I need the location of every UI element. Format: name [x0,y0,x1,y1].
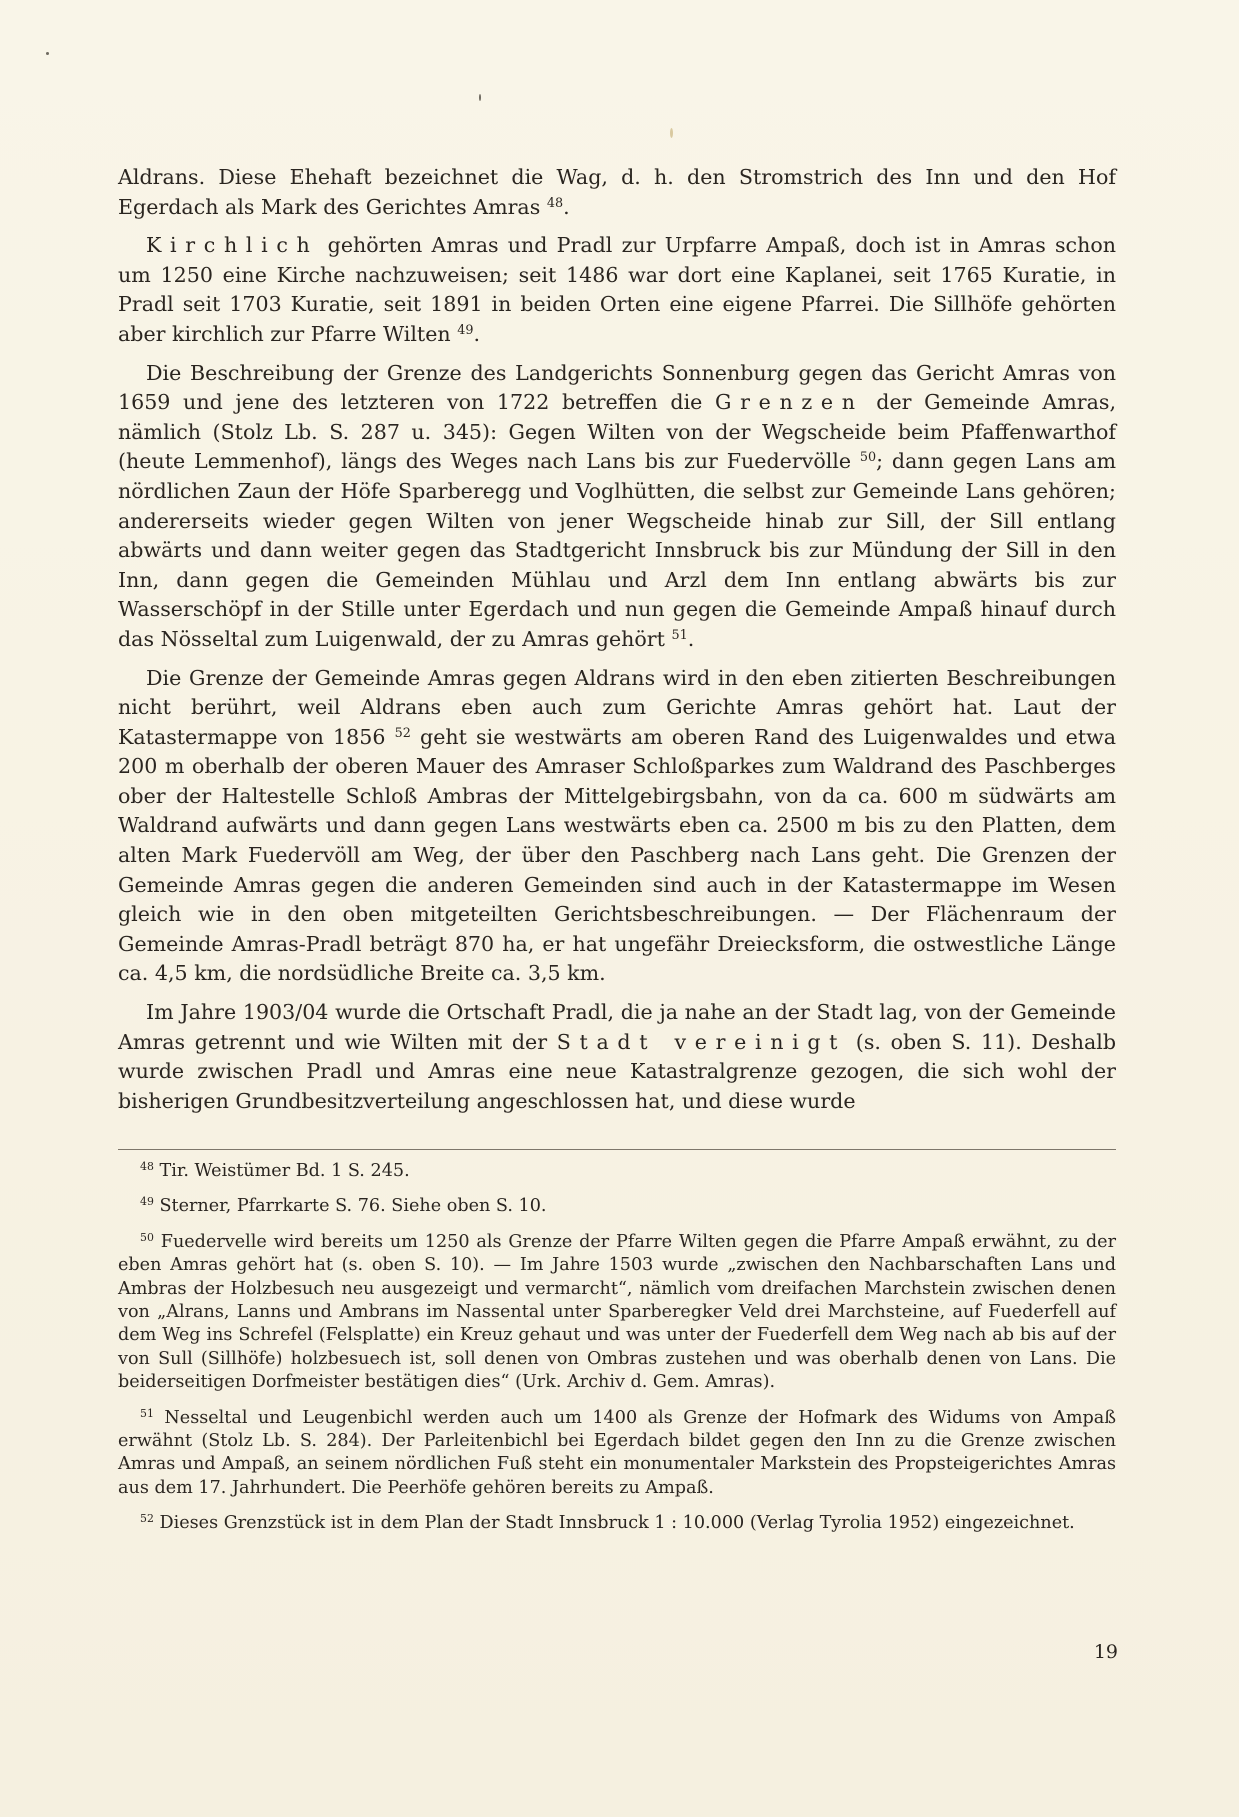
print-speck [46,52,49,55]
footnote-49 [118,1195,1116,1218]
text-run: Die Grenze der Gemeinde Amras gegen Aldrans wird in den eben zitierten Beschreibungen nicht berührt, weil Aldrans eben auch zum Gerichte Amras gehört hat. Laut der Katastermappe von 1856 [118,665,1116,749]
footnote-number: 51 [140,1406,154,1420]
footnote-ref-49[interactable]: 49 [457,322,474,338]
footnote-ref-48[interactable]: 48 [546,195,564,211]
paragraph-4 [118,664,1116,990]
footnote-text: Tir. Weistümer Bd. 1 S. 245. [159,1161,410,1181]
footnote-ref-52[interactable]: 52 [394,725,411,741]
page-number: 19 [1093,1641,1118,1663]
footnote-divider [118,1149,1116,1150]
footnote-ref-51[interactable]: 51 [671,627,688,643]
paragraph-1 [118,163,1116,222]
text-run: geht sie westwärts am oberen Rand des Luigenwaldes und etwa 200 m oberhalb der oberen Mauer des Amraser Schloßparkes zum Waldrand des Paschberges ober der Haltestelle Schloß Ambras der Mittelgebirgsbahn, von da ca. 600 m südwärts am Waldrand aufwärts und dann gegen Lans westwärts eben ca. 2500 m bis zu den Platten, dem alten Mark Fuedervöll am Weg, der über den Paschberg nach Lans geht. Die Grenzen der Gemeinde Amras gegen die anderen Gemeinden sind auch in der Katastermappe im Wesen gleich wie in den oben mitgeteilten Gerichtsbeschreibungen. — Der Flächenraum der Gemeinde Amras-Pradl beträgt 870 ha, er hat ungefähr Dreiecksform, die ostwestliche Länge ca. 4,5 km, die nordsüdliche Breite ca. 3,5 km. [118,724,1116,986]
footnote-number: 50 [140,1230,154,1244]
spaced-emphasis: Stadt vereinigt [556,1029,847,1054]
text-run: Aldrans. Diese Ehehaft bezeichnet die Wag, d. h. den Stromstrich des Inn und den Hof Egerdach als Mark des Gerichtes Amras [118,165,1116,219]
print-speck [479,94,481,101]
footnotes [118,1160,1116,1548]
text-run: . [687,626,695,651]
footnote-48 [118,1160,1116,1183]
main-text [118,163,1116,1125]
print-speck [670,128,673,138]
text-run: . [563,194,570,219]
footnote-number: 49 [140,1195,154,1209]
footnote-number: 48 [140,1160,154,1173]
text-run: Die Beschreibung der Grenze des Landgerichts Sonnenburg gegen das Gericht Amras von 1659 und jene des letzteren von 1722 betreffen die [118,360,1116,415]
footnote-text: Nesseltal und Leugenbichl werden auch um 1400 als Grenze der Hofmark des Widums von Ampaß erwähnt (Stolz Lb. S. 284). Der Parleitenbichl bei Egerdach bildet gegen den Inn zu die Grenze zwischen Amras und Ampaß, an seinem nördlichen Fuß steht ein monumentaler Markstein des Propsteigerichtes Amras aus dem 17. Jahrhundert. Die Peerhöfe gehören bereits zu Ampaß. [118,1407,1117,1498]
footnote-50 [118,1231,1116,1395]
footnote-52 [118,1512,1116,1535]
footnote-ref-50[interactable]: 50 [859,450,877,466]
text-run: der Gemeinde Amras, nämlich (Stolz Lb. S. 287 u. 345): Gegen Wilten von der Wegscheide beim Pfaffenwarthof (heute Lemmenhof), längs des Weges nach Lans bis zur Fuedervölle [118,390,1116,474]
footnote-text: Dieses Grenzstück ist in dem Plan der Stadt Innsbruck 1 : 10.000 (Verlag Tyrolia 1952) eingezeichnet. [159,1513,1075,1534]
text-run: . [473,321,480,346]
paragraph-2 [118,231,1116,349]
spaced-emphasis: Grenzen [715,390,864,415]
text-run: ; dann gegen Lans am nördlichen Zaun der Höfe Sparberegg und Voglhütten, die selbst zur Gemeinde Lans gehören; andererseits wieder gegen Wilten von jener Wegscheide hinab zur Sill, der Sill entlang abwärts und dann weiter gegen das Stadtgericht Innsbruck bis zur Mündung der Sill in den Inn, dann gegen die Gemeinden Mühlau und Arzl dem Inn entlang abwärts bis zur Wasserschöpf in der Stille unter Egerdach und nun gegen die Gemeinde Ampaß hinauf durch das Nösseltal zum Luigenwald, der zu Amras gehört [118,449,1116,651]
paragraph-3 [118,359,1116,655]
spaced-emphasis: Kirchlich [146,233,319,258]
footnote-number: 52 [140,1512,154,1526]
footnote-text: Fuedervelle wird bereits um 1250 als Grenze der Pfarre Wilten gegen die Pfarre Ampaß erwähnt, zu der eben Amras gehört hat (s. oben S. 10). — Im Jahre 1503 wurde „zwischen den Nachbarschaften Lans und Ambras der Holzbesuch neu ausgezeigt und vermarcht“, nämlich vom dreifachen Marchstein zwischen denen von „Alrans, Lanns und Ambrans im Nassental unter Sparberegker Veld drei Marchsteine, auf Fuederfell auf dem Weg ins Schrefel (Felsplatte) ein Kreuz gehaut und was unter der Fuederfell dem Weg nach ab bis auf der von Sull (Sillhöfe) holzbesuech ist, soll denen von Ombras zustehen und was oberhalb denen von Lans. Die beiderseitigen Dorfmeister bestätigen dies“ (Urk. Archiv d. Gem. Amras). [118,1231,1116,1393]
paragraph-5 [118,998,1116,1116]
text-run: (s. oben S. 11). Deshalb wurde zwischen Pradl und Amras eine neue Katastralgrenze gezogen, die sich wohl der bisherigen Grundbesitzverteilung angeschlossen hat, und diese wurde [118,1029,1117,1113]
footnote-text: Sterner, Pfarrkarte S. 76. Siehe oben S. 10. [159,1196,547,1217]
text-run: gehörten Amras und Pradl zur Urpfarre Ampaß, doch ist in Amras schon um 1250 eine Kirche nachzuweisen; seit 1486 war dort eine Kaplanei, seit 1765 Kuratie, in Pradl seit 1703 Kuratie, seit 1891 in beiden Orten eine eigene Pfarrei. Die Sillhöfe gehörten aber kirchlich zur Pfarre Wilten [118,233,1116,346]
text-run: Im Jahre 1903/04 wurde die Ortschaft Pradl, die ja nahe an der Stadt lag, von der Gemeinde Amras getrennt und wie Wilten mit der [118,1000,1116,1054]
footnote-51 [118,1407,1116,1501]
